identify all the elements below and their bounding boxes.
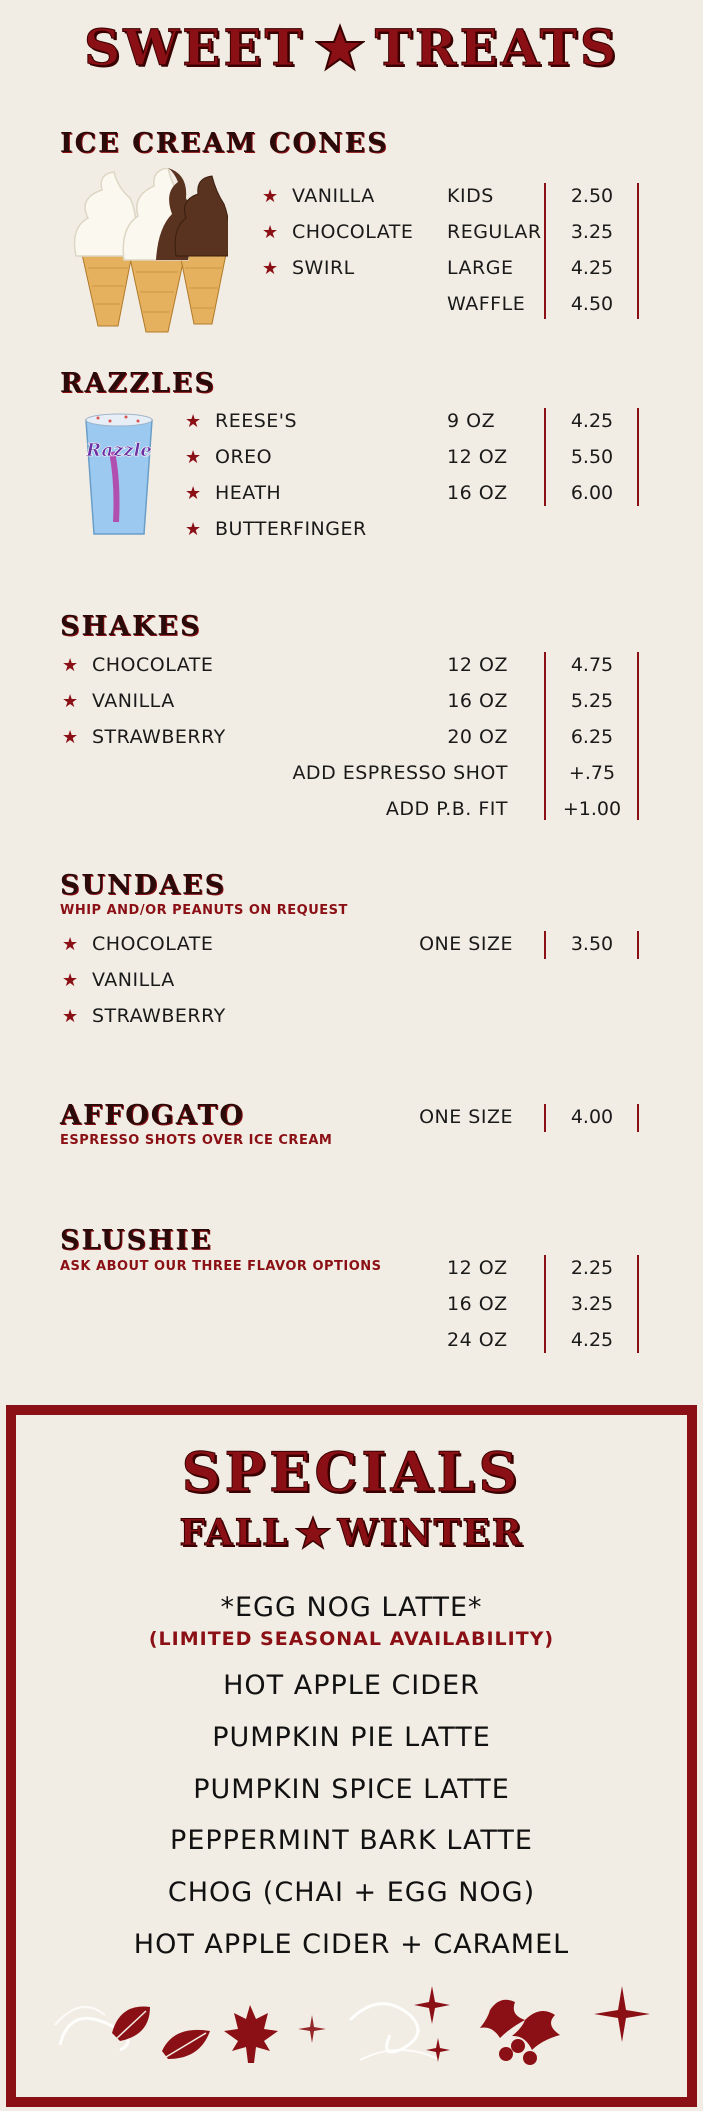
razzle-cup-image: [82, 412, 156, 540]
razzles-title: RAZZLES: [60, 368, 216, 399]
sundaes-title: SUNDAES: [60, 870, 227, 901]
sundae-flavor: CHOCOLATE: [92, 933, 214, 955]
season-right: WINTER: [337, 1512, 524, 1554]
special-item: PUMPKIN SPICE LATTE: [193, 1774, 510, 1805]
cone-size: WAFFLE: [447, 293, 526, 315]
slushie-price: 4.25: [570, 1329, 614, 1351]
cone-price: 4.50: [570, 293, 614, 315]
razzle-price: 6.00: [570, 482, 614, 504]
razzle-cup-label: Razzle: [86, 440, 152, 461]
star-icon: ★: [62, 654, 79, 676]
cone-size: KIDS: [447, 185, 494, 207]
cone-flavor: CHOCOLATE: [292, 221, 414, 243]
sundaes-subtitle: WHIP AND/OR PEANUTS ON REQUEST: [60, 903, 348, 918]
slushie-size: 24 OZ: [447, 1329, 508, 1351]
star-icon: ★: [62, 726, 79, 748]
divider: [637, 652, 639, 820]
razzle-price: 5.50: [570, 446, 614, 468]
featured-special: *EGG NOG LATTE*: [220, 1592, 483, 1623]
razzle-size: 9 OZ: [447, 410, 496, 432]
sparkle-icon: [426, 2038, 450, 2062]
divider: [637, 183, 639, 319]
special-item: PEPPERMINT BARK LATTE: [170, 1825, 533, 1856]
special-item: HOT APPLE CIDER: [223, 1670, 480, 1701]
divider: [637, 408, 639, 506]
shake-addon: ADD P.B. FIT: [385, 798, 508, 820]
slushie-size-list: [447, 1256, 508, 1352]
star-icon: [295, 1515, 331, 1551]
special-item: CHOG (CHAI + EGG NOG): [167, 1877, 536, 1908]
slushie-price-list: [546, 1256, 638, 1352]
affogato-price: 4.00: [570, 1106, 614, 1128]
menu-title: [0, 18, 703, 77]
star-icon: ★: [262, 221, 279, 243]
cone-price: 3.25: [570, 221, 614, 243]
star-icon: ★: [62, 690, 79, 712]
sparkle-icon: [594, 1986, 650, 2042]
cone-flavor: VANILLA: [292, 185, 375, 207]
shake-addon: ADD ESPRESSO SHOT: [292, 762, 508, 784]
affogato-title: AFFOGATO: [60, 1100, 245, 1131]
divider: [637, 931, 639, 959]
slushie-title: SLUSHIE: [60, 1225, 213, 1256]
sundaes-flavor-list: [62, 932, 226, 1028]
shake-flavor: CHOCOLATE: [92, 654, 214, 676]
shake-price: 4.75: [570, 654, 614, 676]
holly-icon: [480, 2000, 560, 2065]
shake-price: 6.25: [570, 726, 614, 748]
cone-price: 4.25: [570, 257, 614, 279]
ice-cream-cones-image: [68, 168, 228, 336]
shakes-title: SHAKES: [60, 611, 202, 642]
affogato-size: ONE SIZE: [419, 1106, 513, 1128]
maple-leaf-icon: [224, 2005, 278, 2063]
shake-size: 16 OZ: [447, 690, 508, 712]
divider: [637, 1104, 639, 1132]
cone-size: LARGE: [447, 257, 514, 279]
title-left: SWEET: [84, 18, 305, 77]
razzles-size-list: [447, 409, 508, 505]
cone-flavor: SWIRL: [292, 257, 355, 279]
shakes-flavor-list: [62, 653, 226, 749]
shakes-size-list: [250, 653, 508, 821]
sparkle-icon: [298, 2015, 326, 2043]
shake-price: 5.25: [570, 690, 614, 712]
specials-season: [0, 1512, 703, 1554]
shakes-price-list: [546, 653, 638, 821]
cones-size-list: [447, 184, 542, 316]
star-icon: ★: [262, 257, 279, 279]
slushie-subtitle: ASK ABOUT OUR THREE FLAVOR OPTIONS: [60, 1259, 382, 1274]
star-icon: ★: [185, 446, 202, 468]
star-icon: ★: [185, 482, 202, 504]
razzle-flavor: REESE'S: [215, 410, 298, 432]
razzle-flavor: BUTTERFINGER: [215, 518, 367, 540]
star-icon: ★: [62, 1005, 79, 1027]
shake-flavor: STRAWBERRY: [92, 726, 226, 748]
sundae-size: ONE SIZE: [419, 933, 513, 955]
razzle-flavor: OREO: [215, 446, 273, 468]
slushie-size: 16 OZ: [447, 1293, 508, 1315]
star-icon: ★: [262, 185, 279, 207]
winter-decoration: [340, 1980, 660, 2075]
shake-price: +.75: [568, 762, 616, 784]
razzle-flavor: HEATH: [215, 482, 282, 504]
shake-price: +1.00: [562, 798, 622, 820]
star-icon: ★: [62, 933, 79, 955]
slushie-price: 3.25: [570, 1293, 614, 1315]
leaf-icon: [112, 2007, 150, 2041]
season-left: FALL: [179, 1512, 290, 1554]
leaf-icon: [162, 2030, 210, 2059]
sundae-flavor: VANILLA: [92, 969, 175, 991]
affogato-subtitle: ESPRESSO SHOTS OVER ICE CREAM: [60, 1133, 333, 1148]
cones-flavor-list: [262, 184, 413, 280]
star-icon: [315, 23, 365, 73]
cones-title: ICE CREAM CONES: [60, 128, 389, 159]
cone-price: 2.50: [570, 185, 614, 207]
fall-decoration: [50, 1985, 350, 2070]
cones-price-list: [546, 184, 638, 316]
shake-size: 12 OZ: [447, 654, 508, 676]
special-item: PUMPKIN PIE LATTE: [212, 1722, 491, 1753]
sparkle-icon: [414, 1986, 450, 2024]
special-item: HOT APPLE CIDER + CARAMEL: [133, 1929, 570, 1960]
razzles-price-list: [546, 409, 638, 505]
slushie-size: 12 OZ: [447, 1257, 508, 1279]
razzle-size: 12 OZ: [447, 446, 508, 468]
razzle-price: 4.25: [570, 410, 614, 432]
razzles-flavor-list: [185, 409, 367, 541]
star-icon: ★: [62, 969, 79, 991]
shake-flavor: VANILLA: [92, 690, 175, 712]
star-icon: ★: [185, 410, 202, 432]
razzle-size: 16 OZ: [447, 482, 508, 504]
slushie-price: 2.25: [570, 1257, 614, 1279]
title-right: TREATS: [374, 18, 619, 77]
featured-note: (LIMITED SEASONAL AVAILABILITY): [148, 1628, 555, 1650]
divider: [637, 1255, 639, 1353]
cone-size: REGULAR: [447, 221, 542, 243]
sundae-price: 3.50: [570, 933, 614, 955]
specials-title: SPECIALS: [181, 1440, 522, 1504]
star-icon: ★: [185, 518, 202, 540]
shake-size: 20 OZ: [447, 726, 508, 748]
sundae-flavor: STRAWBERRY: [92, 1005, 226, 1027]
